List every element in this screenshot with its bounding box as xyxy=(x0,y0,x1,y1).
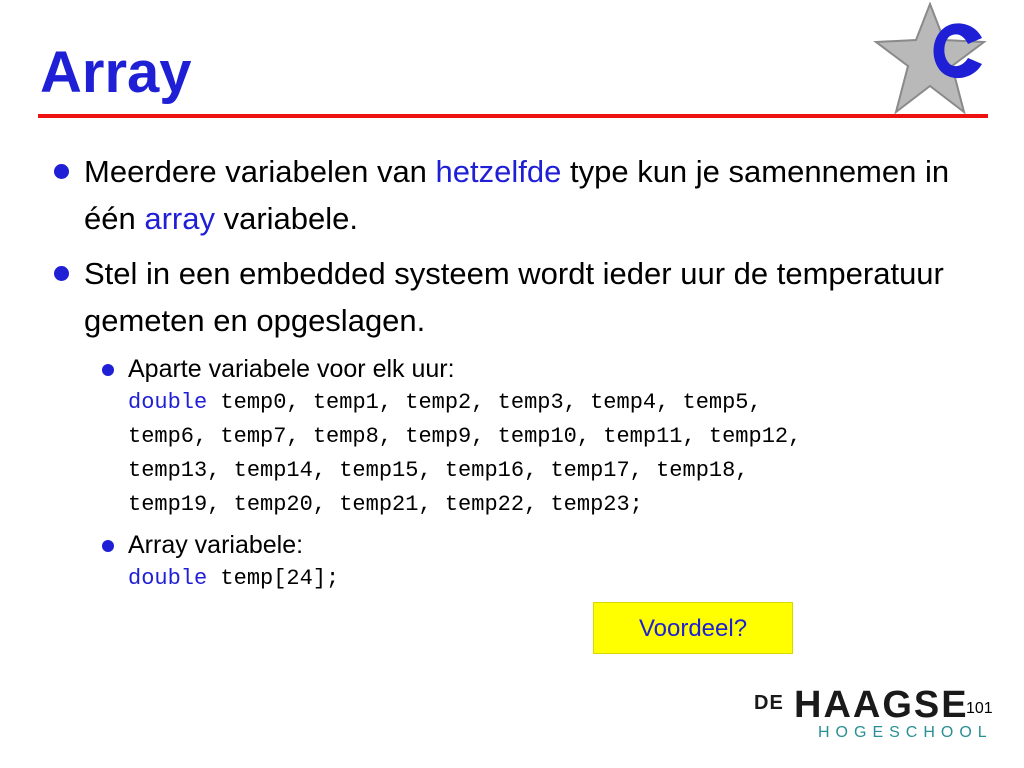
sub-bullet-dot-icon xyxy=(102,364,114,376)
bullet-dot-icon xyxy=(54,266,69,281)
code-keyword: double xyxy=(128,566,208,591)
star-c-logo-icon xyxy=(872,2,992,118)
highlight-array: array xyxy=(144,201,215,236)
sub-bullet-label: Aparte variabele voor elk uur: xyxy=(128,355,455,383)
bullet-text-part: variabele. xyxy=(214,201,359,236)
bullet-list xyxy=(48,148,998,596)
title-underline xyxy=(38,114,988,118)
bullet-text-part: Meerdere variabelen van xyxy=(84,154,436,189)
page-number: 101 xyxy=(966,700,993,717)
code-keyword: double xyxy=(128,390,208,415)
haagse-hogeschool-logo xyxy=(752,684,992,744)
voordeel-callout: Voordeel? xyxy=(593,602,793,654)
logo-letter: C xyxy=(872,2,873,3)
bullet-text: Stel in een embedded systeem wordt ieder uur de temperatuur gemeten en opgeslagen. xyxy=(84,256,944,338)
bullet-dot-icon xyxy=(54,164,69,179)
bullet-text-part: type kun je samennemen in één xyxy=(84,154,950,236)
code-body: temp0, temp1, temp2, temp3, temp4, temp5, temp6, temp7, temp8, temp9, temp10, temp11, temp12, temp13, temp14, temp15, temp16, temp17, temp18, temp19, temp20, temp21, temp22, temp23; xyxy=(128,390,802,517)
code-body: temp[24]; xyxy=(207,566,340,591)
slide-title: Array xyxy=(40,40,192,105)
sub-bullet-item-1 xyxy=(128,352,998,522)
bullet-item-1 xyxy=(48,148,998,242)
sub-bullet-label: Array variabele: xyxy=(128,531,304,559)
sub-bullet-dot-icon xyxy=(102,540,114,552)
code-block-separate-vars xyxy=(128,386,998,522)
logo-sub: HOGESCHOOL xyxy=(818,724,993,741)
bullet-item-2 xyxy=(48,250,998,344)
logo-prefix: DE xyxy=(754,692,784,714)
sub-bullet-item-2 xyxy=(128,528,998,596)
logo-name: HAAGSE xyxy=(794,684,969,726)
highlight-hetzelfde: hetzelfde xyxy=(435,154,562,189)
code-block-array xyxy=(128,562,998,596)
